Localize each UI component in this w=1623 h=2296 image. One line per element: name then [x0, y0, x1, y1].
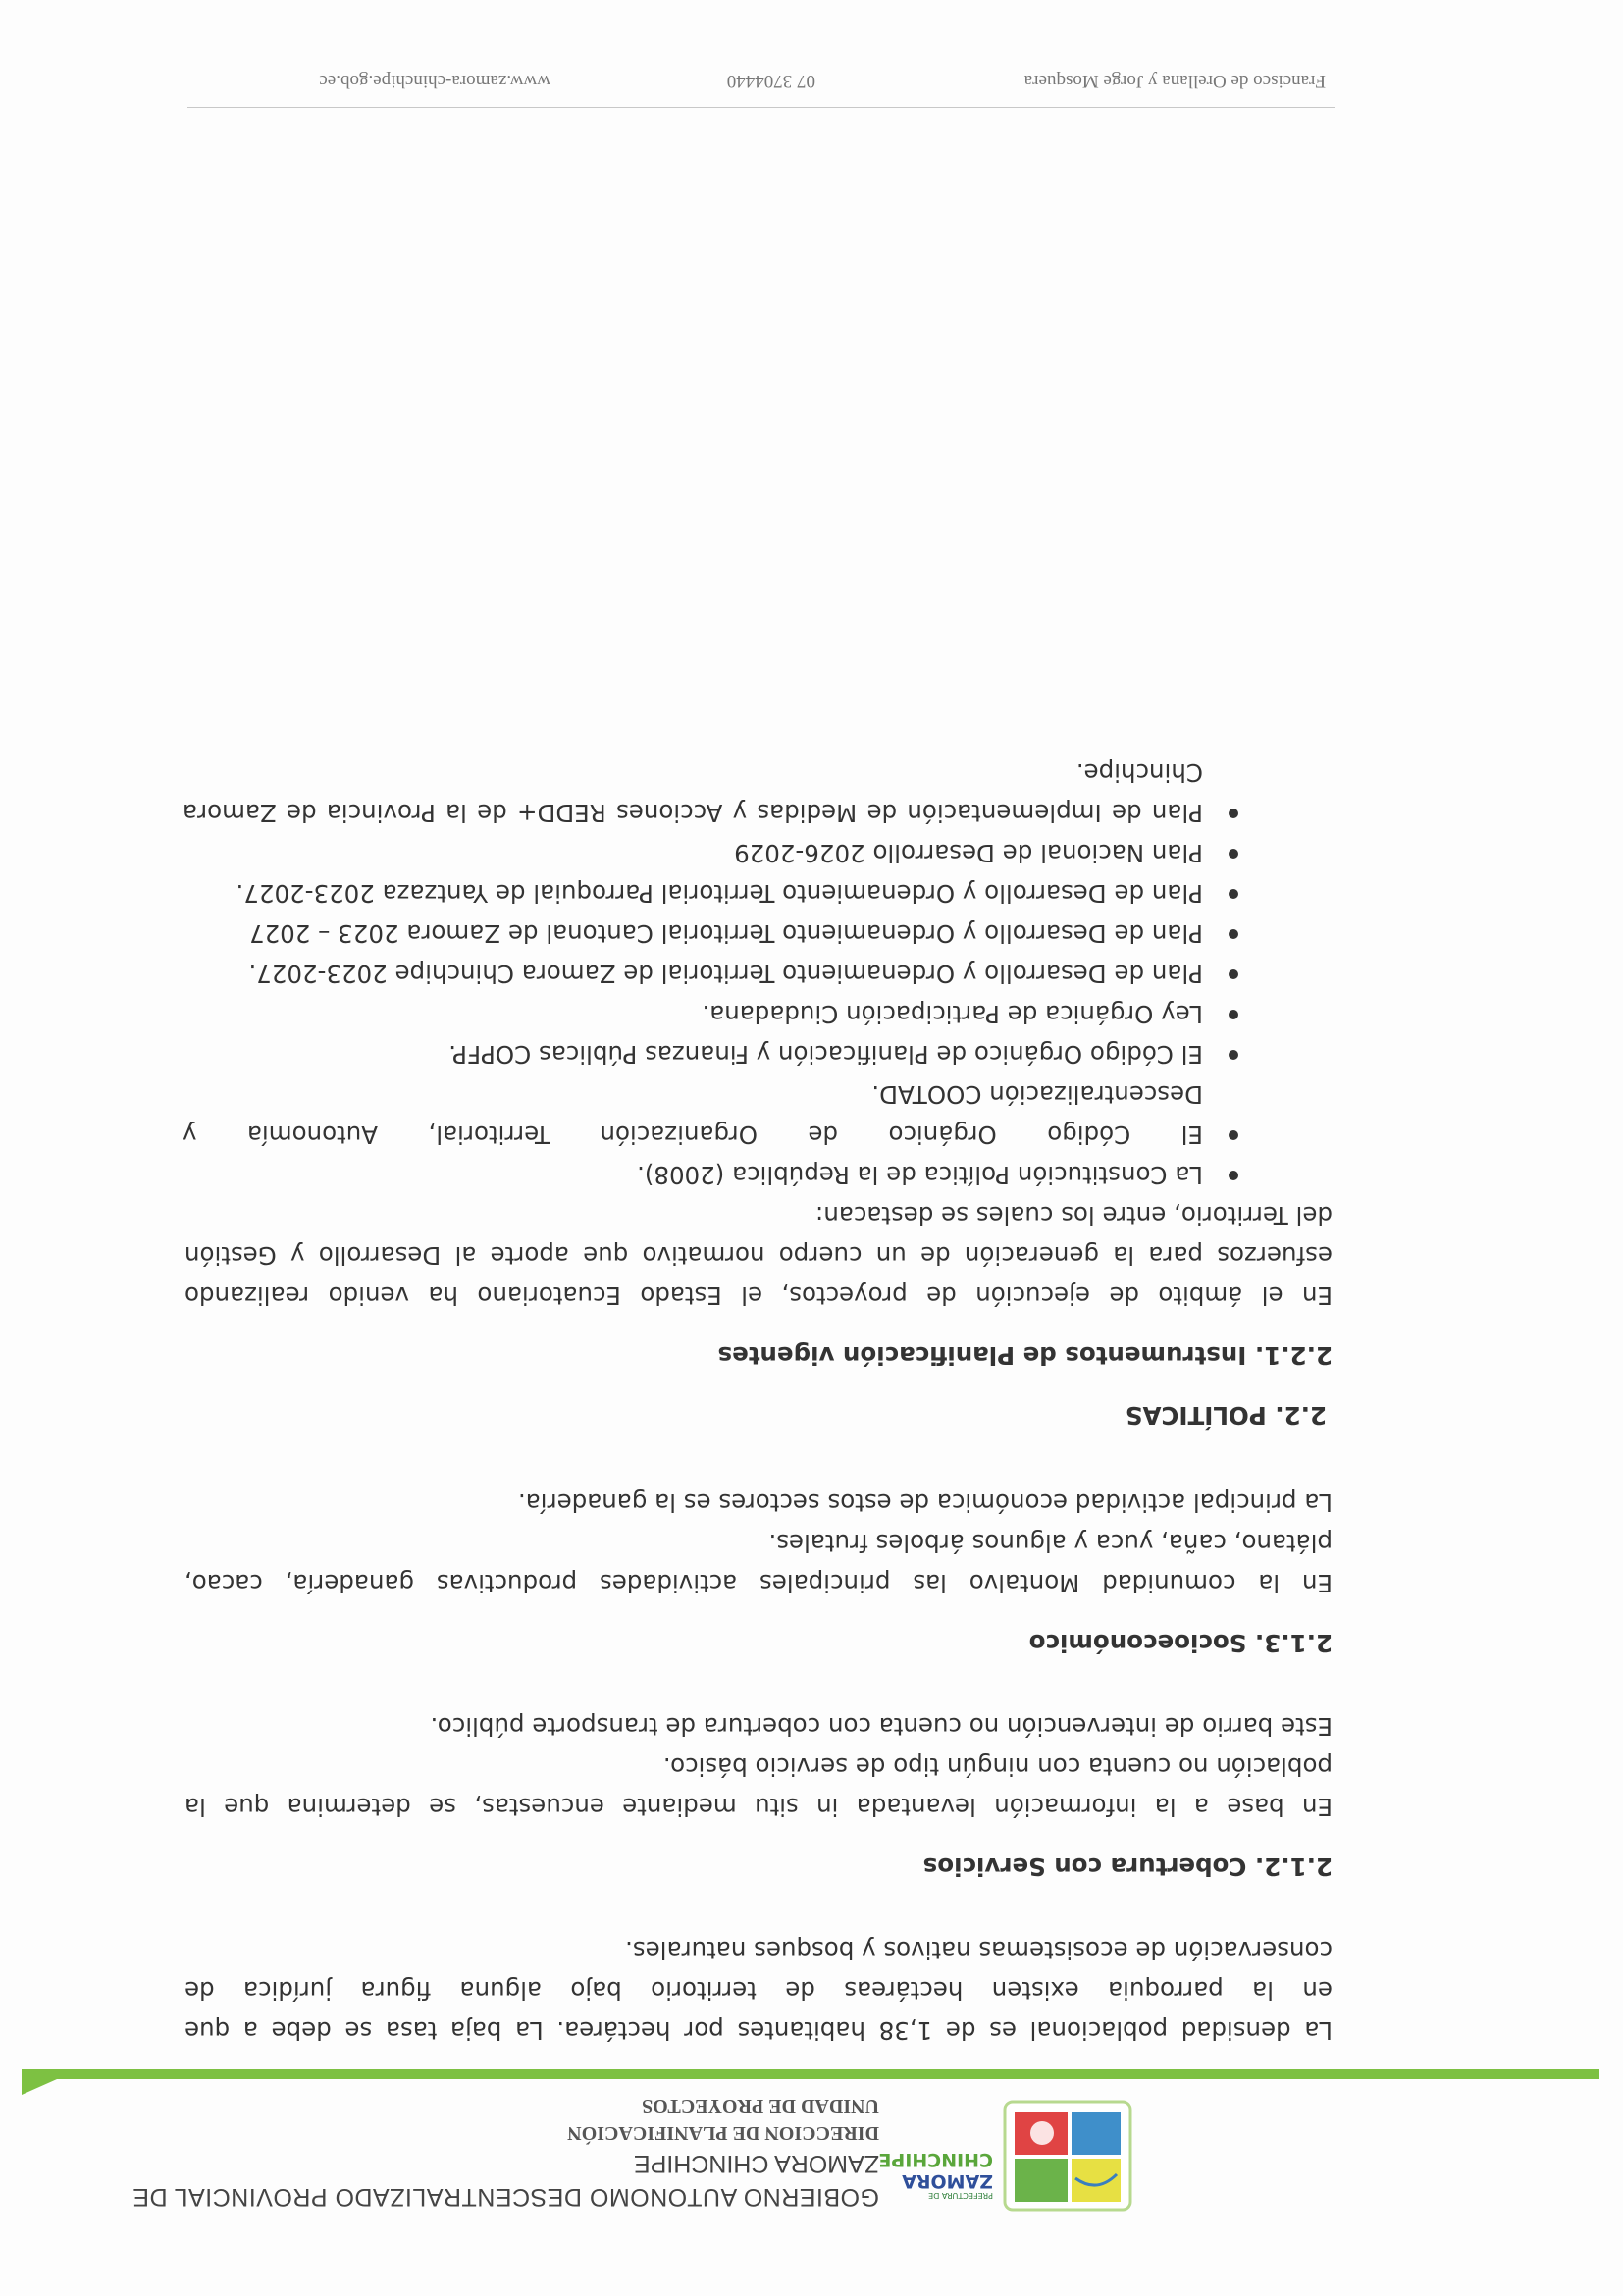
org-unit: UNIDAD DE PROYECTOS — [642, 2095, 879, 2116]
list-item: El Código Orgánico de Organización Territorial, Autonomía y Descentralización COOTAD. — [183, 1074, 1209, 1155]
list-item: Plan Nacional de Desarrollo 2026-2029 — [183, 833, 1209, 873]
intro-paragraph: La densidad poblacional es de 1,38 habitantes por hectárea. La baja tasa se debe a que en la parroquia existen hectáreas de territorio bajo alguna figura jurídica de conservación de ecosistemas nativos y bosques naturales. — [184, 1936, 1333, 2045]
bullet-icon — [1229, 1171, 1238, 1180]
list-item: Plan de Desarrollo y Ordenamiento Territorial Parroquial de Yantzaza 2023-2027. — [183, 873, 1209, 913]
org-title-line1: GOBIERNO AUTONOMO DESCENTRALIZADO PROVINCIAL DE — [131, 2183, 879, 2211]
list-item: El Código Orgánico de Planificación y Finanzas Públicas COPFP. — [183, 1034, 1209, 1074]
paragraph-socioeconomico: En la comunidad Montalvo las principales actividades productivas ganadería, cacao, plátano, caña, yuca y algunos árboles frutales. La principal actividad económica de estos sectores es la ganadería. — [184, 1488, 1333, 1597]
page-footer — [187, 48, 1335, 108]
bullet-icon — [1229, 929, 1238, 939]
list-item: Plan de Desarrollo y Ordenamiento Territorial de Zamora Chinchipe 2023-2027. — [183, 954, 1209, 994]
header-accent-bar — [22, 2069, 1599, 2097]
heading-2-1-2: 2.1.2. Cobertura con Servicios — [922, 1852, 1333, 1881]
heading-2-2: 2.2. POLÍTICAS — [1125, 1401, 1327, 1430]
list-item: Plan de Desarrollo y Ordenamiento Territorial Cantonal de Zamora 2023 – 2027 — [183, 913, 1209, 954]
paragraph-servicios: En base a la información levantada in situ mediante encuestas, se determina que la población no cuenta con ningún tipo de servicio básico. Este barrio de intervención no cuenta con cobertura de transporte público. — [184, 1712, 1333, 1821]
bullet-icon — [1229, 1050, 1238, 1060]
footer-phone: 07 3704440 — [726, 71, 815, 91]
paragraph-instrumentos: En el ámbito de ejecución de proyectos, el Estado Ecuatoriano ha venido realizando esfuerzos para la generación de un cuerpo normativo que aporte al Desarrollo y Gestión del Territorio, entre los cuales se destacan: — [184, 1201, 1333, 1310]
organization-name — [16, 2092, 879, 2214]
bullet-icon — [1229, 849, 1238, 859]
org-title-line2: ZAMORA CHINCHIPE — [633, 2150, 879, 2177]
heading-2-1-3: 2.1.3. Socioeconómico — [1028, 1629, 1333, 1657]
footer-address: Francisco de Orellana y Jorge Mosquera — [1023, 71, 1326, 91]
org-department: DIRECCION DE PLANIFICACIÓN — [567, 2122, 879, 2144]
document-body — [184, 753, 1333, 2051]
zamora-chinchipe-logo: PREFECTURA DE ZAMORA CHINCHIPE — [897, 2098, 1136, 2214]
heading-2-2-1: 2.2.1. Instrumentos de Planificación vigentes — [717, 1341, 1333, 1370]
bullet-icon — [1229, 1130, 1238, 1140]
bullet-icon — [1229, 1010, 1238, 1019]
bullet-icon — [1229, 809, 1238, 818]
list-item: Plan de Implementación de Medidas y Acciones REDD+ de la Provincia de Zamora Chinchipe. — [183, 753, 1209, 833]
letterhead — [0, 2070, 1623, 2296]
bullet-icon — [1229, 969, 1238, 979]
list-item: Ley Orgánica de Participación Ciudadana. — [183, 994, 1209, 1034]
logo-wordmark: ZAMORA CHINCHIPE — [878, 2149, 993, 2192]
bullet-icon — [1229, 889, 1238, 899]
instrumentos-list — [183, 753, 1209, 1195]
footer-website[interactable]: www.zamora-chinchipe.gob.ec — [319, 71, 550, 91]
list-item: La Constitución Política de la República (2008). — [183, 1155, 1209, 1195]
